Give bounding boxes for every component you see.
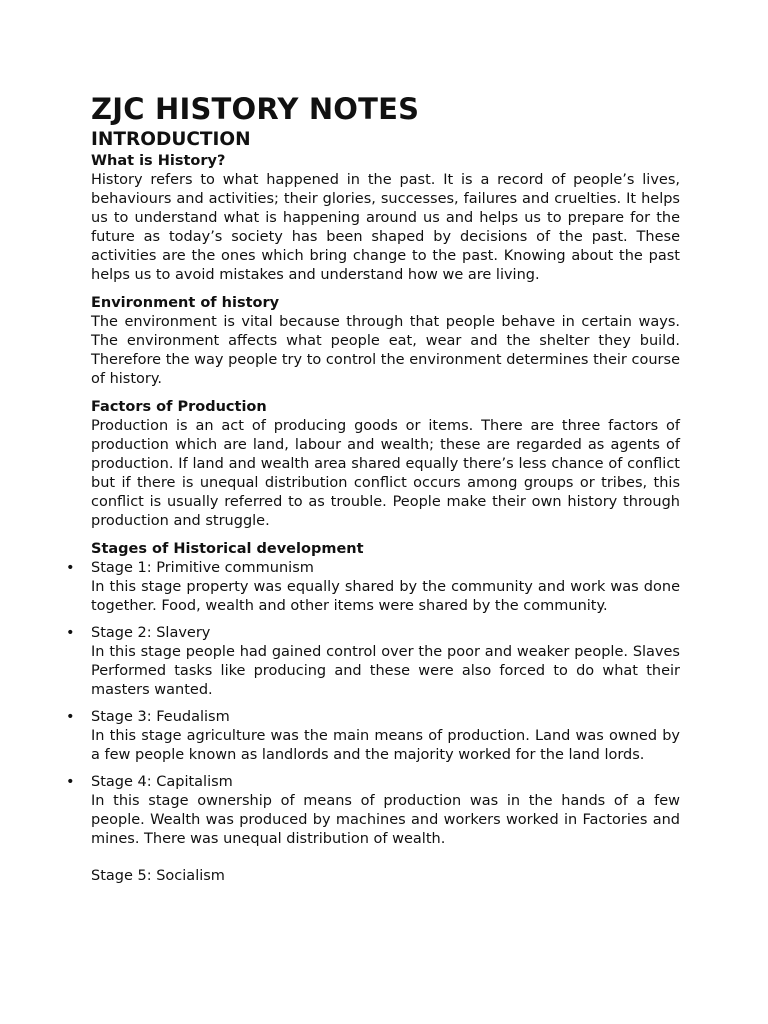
bullet-icon: • [66,709,75,725]
heading-what-is-history: What is History? [91,153,226,169]
section-title-introduction: INTRODUCTION [91,129,251,150]
stage-item-3 [66,708,680,765]
stage-title-5: Stage 5: Socialism [91,868,225,884]
bullet-icon: • [66,560,75,576]
stages-list [66,559,680,849]
stage-title-4: Stage 4: Capitalism [91,774,233,790]
paragraph-factors-of-production: Production is an act of producing goods or items. There are three factors of production which are land, labour and wealth; these are regarded as agents of production. If land and wealth area shared equally there’s less chance of conflict but if there is unequal distribution conflict occurs among groups or tribes, this conflict is usually referred to as trouble. People make their own history through production and struggle. [91,418,680,529]
stage-item-1 [66,559,680,616]
stage-title-1: Stage 1: Primitive communism [91,560,314,576]
block-what-is-history [91,152,680,285]
stage-body-3: In this stage agriculture was the main means of production. Land was owned by a few people known as landlords and the majority worked for the land lords. [91,728,680,763]
heading-factors-of-production: Factors of Production [91,399,267,415]
bullet-icon: • [66,625,75,641]
block-environment-of-history [91,294,680,389]
stage-item-2 [66,624,680,700]
heading-environment-of-history: Environment of history [91,295,280,311]
stage-title-2: Stage 2: Slavery [91,625,211,641]
stage-body-2: In this stage people had gained control over the poor and weaker people. Slaves Performed tasks like producing and these were also forced to do what their masters wanted. [91,644,680,698]
stage-body-4: In this stage ownership of means of production was in the hands of a few people. Wealth was produced by machines and workers worked in Factories and mines. There was unequal distribution of wealth. [91,793,680,847]
paragraph-environment-of-history: The environment is vital because through that people behave in certain ways. The environment affects what people eat, wear and the shelter they build. Therefore the way people try to control the environment determines their course of history. [91,314,680,387]
bullet-icon: • [66,774,75,790]
heading-stages-of-historical-development: Stages of Historical development [91,541,364,557]
stage-title-3: Stage 3: Feudalism [91,709,230,725]
block-factors-of-production [91,398,680,531]
paragraph-what-is-history: History refers to what happened in the past. It is a record of people’s lives, behaviours and activities; their glories, successes, failures and cruelties. It helps us to understand what is happening around us and helps us to prepare for the future as today’s society has been shaped by decisions of the past. These activities are the ones which bring change to the past. Knowing about the past helps us to avoid mistakes and understand how we are living. [91,172,680,283]
stage-body-1: In this stage property was equally shared by the community and work was done together. Food, wealth and other items were shared by the community. [91,579,680,614]
document-title: ZJC HISTORY NOTES [91,92,420,126]
stage-item-4 [66,773,680,849]
